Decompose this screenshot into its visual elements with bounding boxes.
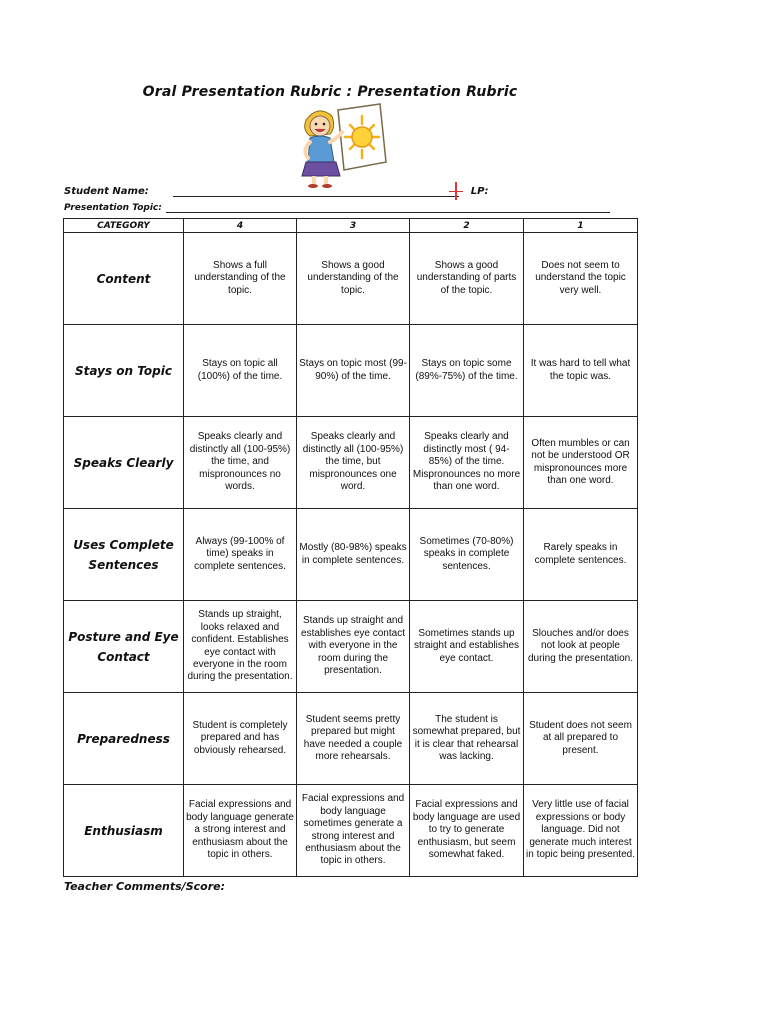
category-cell: Content	[64, 233, 184, 325]
category-cell: Speaks Clearly	[64, 417, 184, 509]
child-with-sun-picture-icon	[296, 102, 388, 188]
teacher-comments-label: Teacher Comments/Score:	[64, 880, 225, 893]
criteria-cell: Facial expressions and body language sometimes generate a strong interest and enthusiasm about the topic in others.	[297, 785, 410, 877]
category-cell: Uses Complete Sentences	[64, 509, 184, 601]
presentation-topic-label: Presentation Topic:	[64, 203, 162, 213]
criteria-cell: Often mumbles or can not be understood OR mispronounces more than one word.	[524, 417, 638, 509]
criteria-cell: Facial expressions and body language are used to try to generate enthusiasm, but seem somewhat faked.	[410, 785, 524, 877]
table-row	[64, 417, 638, 509]
category-cell: Stays on Topic	[64, 325, 184, 417]
category-cell: Enthusiasm	[64, 785, 184, 877]
header-score-4: 4	[184, 219, 297, 233]
criteria-cell: Speaks clearly and distinctly all (100-95%) the time, but mispronounces one word.	[297, 417, 410, 509]
cursor-mark-crossbar	[449, 191, 463, 192]
table-row	[64, 601, 638, 693]
criteria-cell: Facial expressions and body language generate a strong interest and enthusiasm about the topic in others.	[184, 785, 297, 877]
student-name-row	[64, 186, 488, 197]
presentation-topic-field[interactable]	[166, 202, 610, 213]
table-header-row	[64, 219, 638, 233]
criteria-cell: Stands up straight, looks relaxed and confident. Establishes eye contact with everyone in the room during the presentation.	[184, 601, 297, 693]
lp-label: LP:	[470, 186, 489, 197]
header-score-3: 3	[297, 219, 410, 233]
presentation-topic-row	[64, 202, 610, 213]
rubric-table	[63, 218, 638, 877]
table-row	[64, 693, 638, 785]
criteria-cell: Sometimes (70-80%) speaks in complete sentences.	[410, 509, 524, 601]
student-name-field[interactable]	[173, 186, 459, 197]
header-score-1: 1	[524, 219, 638, 233]
criteria-cell: Very little use of facial expressions or body language. Did not generate much interest in topic being presented.	[524, 785, 638, 877]
criteria-cell: Mostly (80-98%) speaks in complete sentences.	[297, 509, 410, 601]
criteria-cell: Does not seem to understand the topic very well.	[524, 233, 638, 325]
category-cell: Preparedness	[64, 693, 184, 785]
header-category: CATEGORY	[64, 219, 184, 233]
page-title: Oral Presentation Rubric : Presentation Rubric	[142, 84, 518, 100]
criteria-cell: Stays on topic most (99-90%) of the time.	[297, 325, 410, 417]
criteria-cell: Stands up straight and establishes eye contact with everyone in the room during the presentation.	[297, 601, 410, 693]
criteria-cell: Student seems pretty prepared but might have needed a couple more rehearsals.	[297, 693, 410, 785]
criteria-cell: It was hard to tell what the topic was.	[524, 325, 638, 417]
criteria-cell: Always (99-100% of time) speaks in complete sentences.	[184, 509, 297, 601]
table-row	[64, 233, 638, 325]
criteria-cell: Shows a good understanding of parts of the topic.	[410, 233, 524, 325]
criteria-cell: The student is somewhat prepared, but it is clear that rehearsal was lacking.	[410, 693, 524, 785]
criteria-cell: Speaks clearly and distinctly most ( 94-85%) of the time. Mispronounces no more than one word.	[410, 417, 524, 509]
criteria-cell: Student is completely prepared and has obviously rehearsed.	[184, 693, 297, 785]
criteria-cell: Speaks clearly and distinctly all (100-95%) the time, and mispronounces no words.	[184, 417, 297, 509]
criteria-cell: Student does not seem at all prepared to present.	[524, 693, 638, 785]
criteria-cell: Stays on topic some (89%-75%) of the time.	[410, 325, 524, 417]
header-score-2: 2	[410, 219, 524, 233]
criteria-cell: Slouches and/or does not look at people during the presentation.	[524, 601, 638, 693]
table-row	[64, 325, 638, 417]
criteria-cell: Shows a good understanding of the topic.	[297, 233, 410, 325]
student-name-label: Student Name:	[64, 186, 149, 197]
table-row	[64, 785, 638, 877]
criteria-cell: Shows a full understanding of the topic.	[184, 233, 297, 325]
criteria-cell: Stays on topic all (100%) of the time.	[184, 325, 297, 417]
table-row	[64, 509, 638, 601]
criteria-cell: Rarely speaks in complete sentences.	[524, 509, 638, 601]
criteria-cell: Sometimes stands up straight and establishes eye contact.	[410, 601, 524, 693]
category-cell: Posture and Eye Contact	[64, 601, 184, 693]
